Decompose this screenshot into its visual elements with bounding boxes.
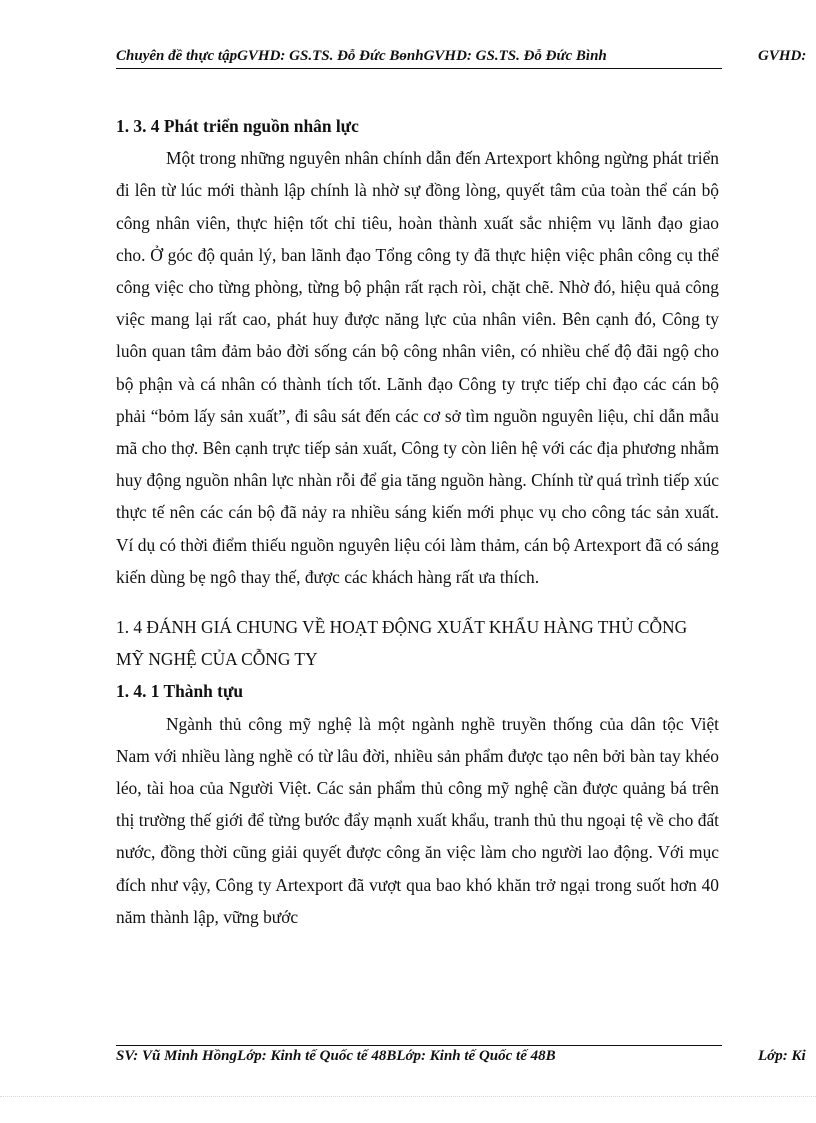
section-heading-1-4-1: 1. 4. 1 Thành tựu — [116, 681, 244, 702]
section-heading-1-4: 1. 4 ĐÁNH GIÁ CHUNG VỀ HOẠT ĐỘNG XUẤT KHẨU HÀNG THỦ CỖNG MỸ NGHỆ CỦA CỖNG TY — [116, 617, 688, 670]
page-header — [116, 48, 816, 70]
paragraph-achievements: Ngành thủ công mỹ nghệ là một ngành nghề truyền thống của dân tộc Việt Nam với nhiều làng nghề có từ lâu đời, nhiều sản phẩm được tạo nên bởi bàn tay khéo léo, tài hoa của Người Việt. Các sản phẩm thủ công mỹ nghệ cần được quảng bá trên thị trường thế giới để từng bước đẩy mạnh xuất khẩu, tranh thủ thu ngoại tệ về cho đất nước, đồng thời cũng giải quyết được công ăn việc làm cho người lao động. Với mục đích như vậy, Công ty Artexport đã vượt qua bao khó khăn trở ngại trong suốt hơn 40 năm thành lập, vững bước — [116, 713, 719, 927]
footer-right-text: Lớp: Ki — [758, 1048, 806, 1064]
page-footer — [116, 1048, 816, 1070]
footer-left-text: SV: Vũ Minh HồngLớp: Kinh tế Quốc tế 48BLớp: Kinh tế Quốc tế 48B — [116, 1048, 556, 1064]
header-divider — [116, 68, 722, 69]
footer-divider — [116, 1045, 722, 1046]
document-body — [116, 110, 719, 933]
paragraph-human-resources: Một trong những nguyên nhân chính dẫn đến Artexport không ngừng phát triển đi lên từ lúc mới thành lập chính là nhờ sự đồng lòng, quyết tâm của toàn thể cán bộ công nhân viên, thực hiện tốt chỉ tiêu, hoàn thành xuất sắc nhiệm vụ lãnh đạo giao cho. Ở góc độ quản lý, ban lãnh đạo Tổng công ty đã thực hiện việc phân công cụ thể công việc cho từng phòng, từng bộ phận rất rạch ròi, chặt chẽ. Nhờ đó, hiệu quả công việc mang lại rất cao, phát huy được năng lực của nhân viên. Bên cạnh đó, Công ty luôn quan tâm đảm bảo đời sống cán bộ công nhân viên, có nhiều chế độ đãi ngộ cho bộ phận và cá nhân có thành tích tốt. Lãnh đạo Công ty trực tiếp chỉ đạo các cán bộ phải “bỏm lấy sản xuất”, đi sâu sát đến các cơ sở tìm nguồn nguyên liệu, chỉ dẫn mẫu mã cho thợ. Bên cạnh trực tiếp sản xuất, Công ty còn liên hệ với các địa phương nhằm huy động nguồn nhân lực nhàn rỗi để gia tăng nguồn hàng. Chính từ quá trình tiếp xúc thực tế nên các cán bộ đã nảy ra nhiều sáng kiến mới phục vụ cho công tác sản xuất. Ví dụ có thời điểm thiếu nguồn nguyên liệu cói làm thảm, cán bộ Artexport đã có sáng kiến dùng bẹ ngô thay thế, được các khách hàng rất ưa thích. — [116, 148, 719, 587]
page-bottom-dotted-line — [0, 1096, 816, 1097]
header-left-text: Chuyên đề thực tậpGVHD: GS.TS. Đỗ Đức BɵnhGVHD: GS.TS. Đỗ Đức Bình — [116, 48, 607, 64]
section-heading-1-3-4: 1. 3. 4 Phát triển nguồn nhân lực — [116, 116, 359, 136]
header-right-text: GVHD: — [758, 48, 807, 64]
